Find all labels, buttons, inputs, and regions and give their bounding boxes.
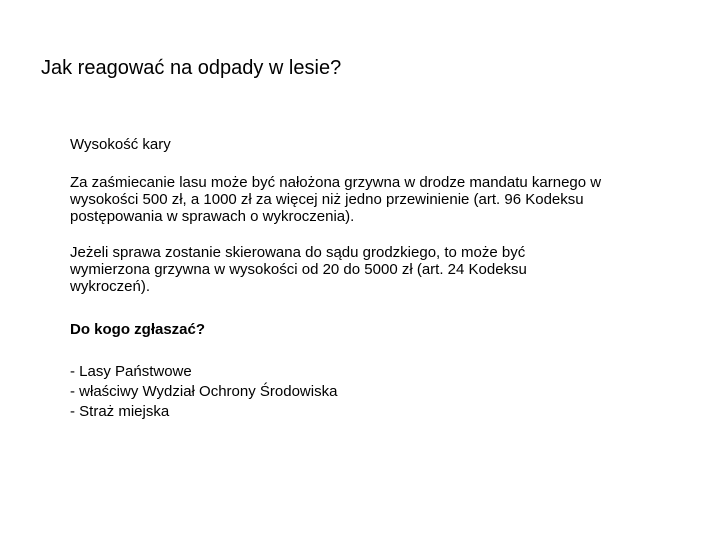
slide-content (70, 136, 670, 422)
penalty-heading: Wysokość kary (70, 136, 171, 153)
paragraph-line: postępowania w sprawach o wykroczenia). (70, 208, 355, 225)
report-list (70, 362, 670, 422)
paragraph-line: Za zaśmiecanie lasu może być nałożona grzywna w drodze mandatu karnego w (70, 174, 602, 191)
penalty-paragraph-court (70, 244, 670, 295)
list-item: - Lasy Państwowe (70, 363, 192, 380)
report-heading: Do kogo zgłaszać? (70, 321, 206, 338)
list-item: - Straż miejska (70, 403, 170, 420)
paragraph-line: wymierzona grzywna w wysokości od 20 do 5000 zł (art. 24 Kodeksu (70, 261, 527, 278)
paragraph-line: wykroczeń). (70, 278, 151, 295)
slide-title: Jak reagować na odpady w lesie? (41, 57, 342, 79)
penalty-paragraph-mandate (70, 174, 670, 225)
paragraph-line: wysokości 500 zł, a 1000 zł za więcej niż jedno przewinienie (art. 96 Kodeksu (70, 191, 584, 208)
paragraph-line: Jeżeli sprawa zostanie skierowana do sądu grodzkiego, to może być (70, 244, 526, 261)
list-item: - właściwy Wydział Ochrony Środowiska (70, 383, 338, 400)
